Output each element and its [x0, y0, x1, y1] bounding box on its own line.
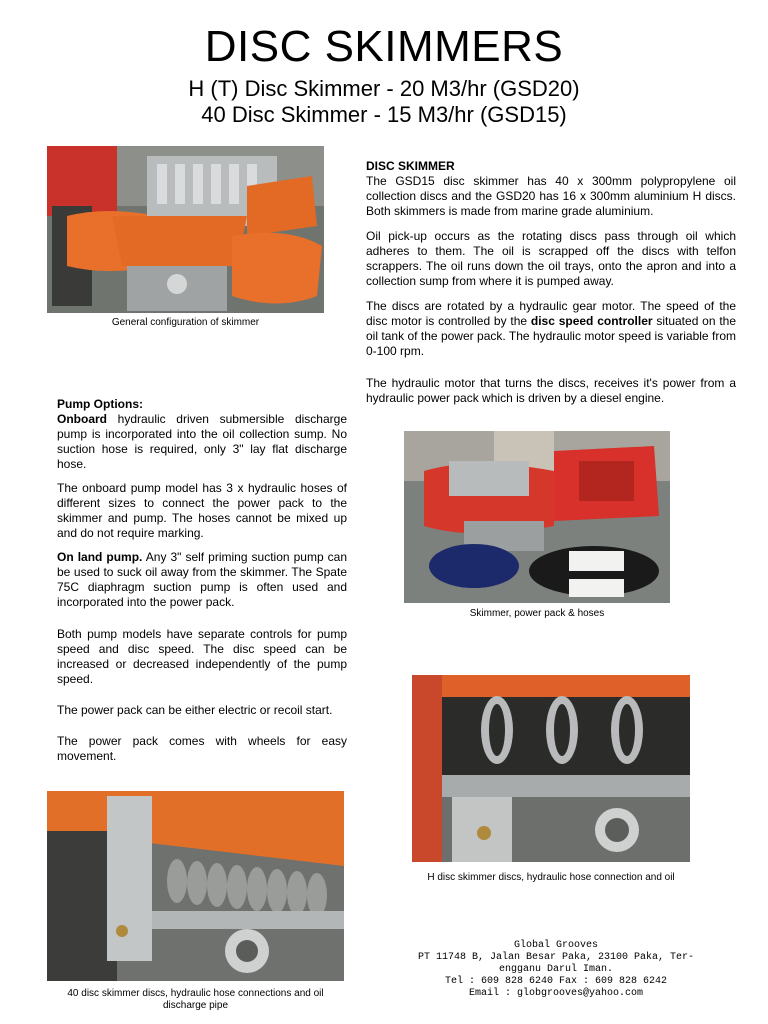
address-line-2: engganu Darul Iman.	[498, 964, 614, 975]
caption-40-disc-skimmer: 40 disc skimmer discs, hydraulic hose connections and oil discharge pipe	[67, 988, 324, 1011]
p3-text-a: The discs are rotated by a hydraulic gear motor. The speed of the disc motor is controlled by the	[366, 299, 736, 328]
pump-options-paragraph-2: The onboard pump model has 3 x hydraulic hoses of different sizes to connect the power pack to the skimmer and pump. The hoses cannot be mixed up and do not require marking.	[57, 481, 347, 540]
disc-skimmer-paragraph-2: Oil pick-up occurs as the rotating discs pass through oil which adheres to them. The oil is scrapped off the discs with telfon scrappers. The oil runs down the oil trays, onto the apron and into a collection sump from where it is pumped away.	[366, 229, 736, 288]
disc-skimmer-paragraph-4: The hydraulic motor that turns the discs, receives it's power from a hydraulic power pack which is driven by a diesel engine.	[366, 376, 736, 405]
photo-power-pack-hoses	[404, 431, 670, 603]
onboard-label: Onboard	[57, 412, 107, 426]
pump-options-section	[57, 397, 347, 764]
photo-40-disc-skimmer	[47, 791, 344, 981]
onboard-text: hydraulic driven submersible discharge pump is incorporated into the oil collection sump. No suction hose is required, only 3" lay flat discharge hose.	[57, 412, 347, 471]
disc-speed-controller-term: disc speed controller	[530, 314, 653, 328]
pump-options-paragraph-5: The power pack can be either electric or recoil start.	[57, 703, 333, 717]
onland-label: On land pump.	[57, 550, 143, 564]
pump-options-onland	[57, 550, 347, 610]
disc-skimmer-paragraph-1: The GSD15 disc skimmer has 40 x 300mm polypropylene oil collection discs and the GSD20 has 16 x 300mm aluminium H discs. Both skimmers is made from marine grade aluminium.	[366, 174, 736, 218]
contact-footer	[388, 940, 724, 1000]
email: Email : globgrooves@yahoo.com	[468, 988, 644, 999]
phone-fax: Tel : 609 828 6240 Fax : 609 828 6242	[444, 976, 668, 987]
company-name: Global Grooves	[513, 940, 598, 951]
disc-skimmer-heading: DISC SKIMMER	[366, 159, 455, 173]
page-title: DISC SKIMMERS	[204, 22, 564, 71]
pump-options-onboard	[57, 412, 347, 472]
address-line-1: PT 11748 B, Jalan Besar Paka, 23100 Paka, Ter-	[417, 952, 695, 963]
pump-options-paragraph-4: Both pump models have separate controls for pump speed and disc speed. The disc speed can be increased or decreased independently of the pump speed.	[57, 627, 347, 686]
disc-skimmer-section	[366, 159, 736, 406]
pump-options-paragraph-6: The power pack comes with wheels for easy movement.	[57, 734, 347, 763]
subtitle-gsd15: 40 Disc Skimmer - 15 M3/hr (GSD15)	[201, 102, 567, 127]
onland-text: Any 3" self priming suction pump can be used to suck oil away from the skimmer. The Spate 75C diaphragm suction pump is often used and incorporated into the power pack.	[57, 550, 347, 609]
p3-text-b: situated on the oil tank of the power pack. The hydraulic motor speed is variable from 0-100 rpm.	[366, 314, 736, 358]
photo-h-disc-skimmer	[412, 675, 690, 862]
disc-skimmer-paragraph-3	[366, 299, 736, 359]
photo-general-configuration	[47, 146, 324, 313]
caption-h-disc-skimmer: H disc skimmer discs, hydraulic hose connection and oil	[427, 872, 675, 883]
caption-general-configuration: General configuration of skimmer	[111, 317, 260, 328]
subtitle-gsd20: H (T) Disc Skimmer - 20 M3/hr (GSD20)	[188, 76, 580, 101]
caption-power-pack-hoses: Skimmer, power pack & hoses	[469, 608, 605, 619]
pump-options-heading: Pump Options:	[57, 397, 143, 411]
